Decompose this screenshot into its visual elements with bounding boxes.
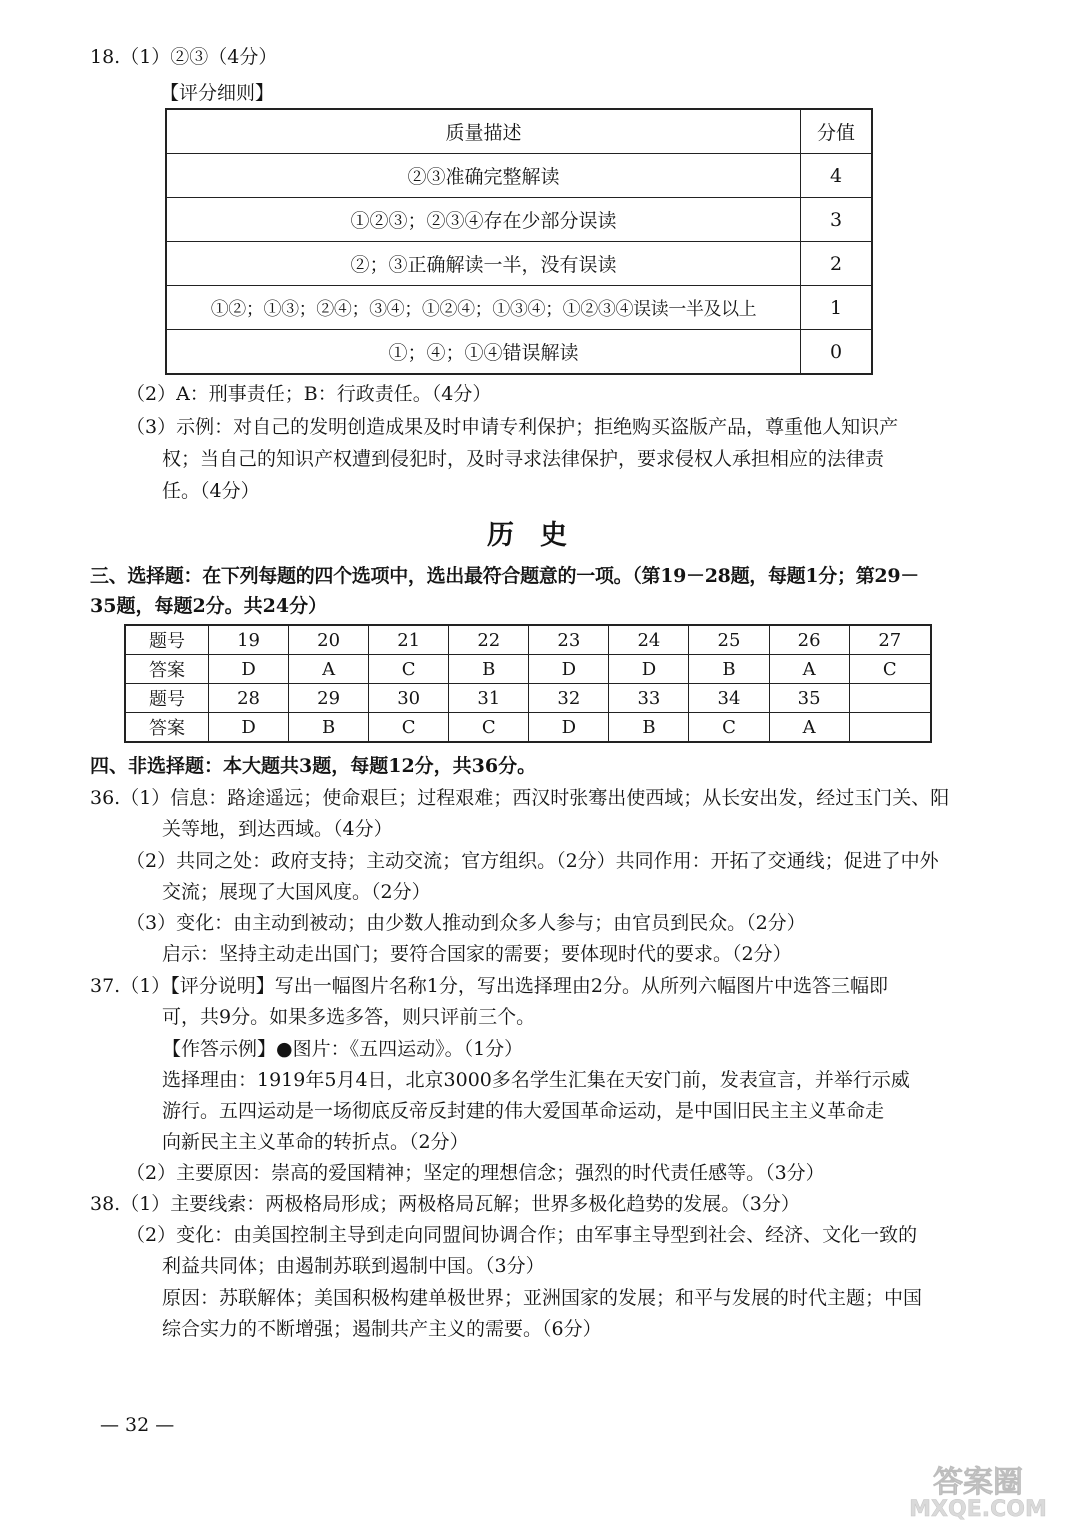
answer-cell [849,713,931,743]
answer-cell: A [289,655,369,684]
q37-line: 可，共9分。如果多选多答，则只评前三个。 [162,1006,536,1028]
question-number-cell: 31 [449,684,529,713]
rubric-header-row [166,109,872,154]
answer-key-row [125,655,931,684]
answer-key-table [124,624,932,743]
q18-part3-line3: 任。（4分） [162,480,260,502]
section4-heading: 四、非选择题：本大题共3题，每题12分，共36分。 [90,755,537,777]
rubric-header-score: 分值 [801,109,873,154]
q38-line: 原因：苏联解体；美国积极构建单极世界；亚洲国家的发展；和平与发展的时代主题；中国 [162,1287,923,1309]
question-number-cell: 28 [209,684,289,713]
rubric-row [166,286,872,330]
answer-cell: D [609,655,689,684]
answer-cell: B [449,655,529,684]
q37-line: （2）主要原因：崇高的爱国精神；坚定的理想信念；强烈的时代责任感等。（3分） [126,1162,825,1184]
q38-line: 利益共同体；由遏制苏联到遏制中国。（3分） [162,1255,545,1277]
section3-heading-line2: 35题，每题2分。共24分） [90,595,328,617]
rubric-label: 【评分细则】 [160,82,275,104]
question-number-cell: 20 [289,625,369,655]
scoring-rubric-table [165,108,873,375]
q36-line: 关等地，到达西域。（4分） [162,818,393,840]
answer-cell: C [849,655,931,684]
question-number-cell: 22 [449,625,529,655]
q36-line: 36.（1）信息：路途遥远；使命艰巨；过程艰难；西汉时张骞出使西域；从长安出发，经过玉门关、阳 [90,787,950,809]
answer-cell: B [689,655,769,684]
watermark-cn-text: 答案圈 [933,1465,1023,1500]
question-number-cell: 32 [529,684,609,713]
question-number-cell: 35 [769,684,849,713]
answer-row-label: 题号 [125,684,209,713]
history-title: 历史 [487,520,593,551]
q37-line: 37.（1）【评分说明】写出一幅图片名称1分，写出选择理由2分。从所列六幅图片中选答三幅即 [90,975,888,997]
answer-cell: C [369,713,449,743]
question-number-cell: 19 [209,625,289,655]
q37-line: 【作答示例】●图片：《五四运动》。（1分） [162,1038,524,1060]
page-number: — 32 — [100,1414,175,1436]
q36-line: （2）共同之处：政府支持；主动交流；官方组织。（2分）共同作用：开拓了交通线；促进了中外 [126,850,939,872]
q18-part1: 18.（1）②③（4分） [90,46,278,68]
watermark-logo [888,1462,1068,1520]
question-number-cell: 24 [609,625,689,655]
rubric-desc: ①②；①③；②④；③④；①②④；①③④；①②③④误读一半及以上 [166,286,801,330]
question-number-cell: 21 [369,625,449,655]
question-number-cell: 34 [689,684,769,713]
q37-line: 向新民主主义革命的转折点。（2分） [162,1131,469,1153]
answer-cell: D [209,713,289,743]
answer-number-row [125,625,931,655]
question-number-cell: 29 [289,684,369,713]
rubric-score: 2 [801,242,873,286]
question-number-cell: 26 [769,625,849,655]
answer-key-row [125,713,931,743]
question-number-cell: 23 [529,625,609,655]
rubric-row [166,198,872,242]
answer-cell: D [209,655,289,684]
rubric-row [166,330,872,375]
q38-line: 38.（1）主要线索：两极格局形成；两极格局瓦解；世界多极化趋势的发展。（3分） [90,1193,800,1215]
answer-row-label: 答案 [125,713,209,743]
q37-line: 选择理由：1919年5月4日，北京3000多名学生汇集在天安门前，发表宣言，并举行示威 [162,1069,910,1091]
answer-cell: B [609,713,689,743]
question-number-cell [849,684,931,713]
answer-cell: D [529,655,609,684]
answer-cell: B [289,713,369,743]
answer-number-row [125,684,931,713]
rubric-row [166,154,872,198]
rubric-desc: ①②③；②③④存在少部分误读 [166,198,801,242]
q18-part3-line1: （3）示例：对自己的发明创造成果及时申请专利保护；拒绝购买盗版产品，尊重他人知识产 [126,416,899,438]
rubric-desc: ①；④；①④错误解读 [166,330,801,375]
q36-line: （3）变化：由主动到被动；由少数人推动到众多人参与；由官员到民众。（2分） [126,912,806,934]
answer-cell: C [689,713,769,743]
rubric-desc: ②③准确完整解读 [166,154,801,198]
rubric-score: 4 [801,154,873,198]
question-number-cell: 27 [849,625,931,655]
question-number-cell: 33 [609,684,689,713]
answer-cell: A [769,713,849,743]
question-number-cell: 25 [689,625,769,655]
question-number-cell: 30 [369,684,449,713]
rubric-header-desc: 质量描述 [166,109,801,154]
q36-line: 启示：坚持主动走出国门；要符合国家的需要；要体现时代的要求。（2分） [162,943,792,965]
answer-cell: C [369,655,449,684]
q36-line: 交流；展现了大国风度。（2分） [162,881,431,903]
rubric-score: 1 [801,286,873,330]
answer-row-label: 题号 [125,625,209,655]
answer-row-label: 答案 [125,655,209,684]
answer-cell: A [769,655,849,684]
answer-cell: D [529,713,609,743]
q18-part3-line2: 权；当自己的知识产权遭到侵犯时，及时寻求法律保护，要求侵权人承担相应的法律责 [162,448,885,470]
q18-part2: （2）A：刑事责任；B：行政责任。（4分） [126,383,492,405]
answer-cell: C [449,713,529,743]
q38-line: 综合实力的不断增强；遏制共产主义的需要。（6分） [162,1318,602,1340]
rubric-desc: ②；③正确解读一半，没有误读 [166,242,801,286]
rubric-row [166,242,872,286]
section3-heading-line1: 三、选择题：在下列每题的四个选项中，选出最符合题意的一项。（第19－28题，每题1分；第29－ [90,565,919,587]
q38-line: （2）变化：由美国控制主导到走向同盟间协调合作；由军事主导型到社会、经济、文化一致的 [126,1224,918,1246]
rubric-score: 0 [801,330,873,375]
watermark-en-text: MXQE.COM [909,1497,1047,1520]
rubric-score: 3 [801,198,873,242]
q37-line: 游行。五四运动是一场彻底反帝反封建的伟大爱国革命运动，是中国旧民主主义革命走 [162,1100,885,1122]
